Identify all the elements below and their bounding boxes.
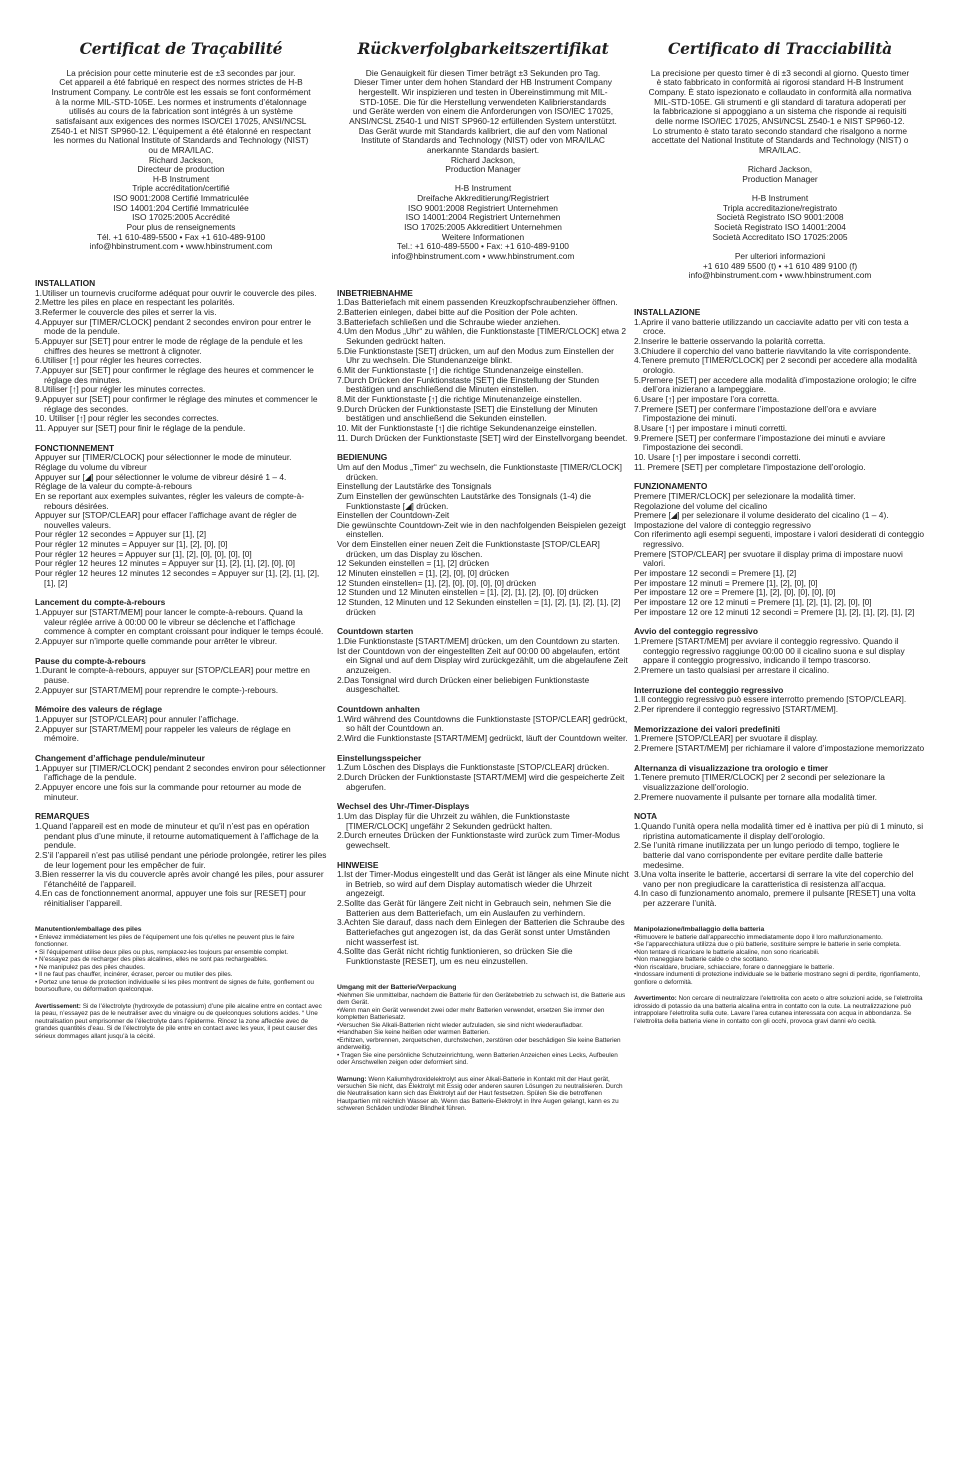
list-item: 1.Appuyer sur [STOP/CLEAR] pour annuler l’affichage. bbox=[35, 713, 239, 724]
list-item: Per impostare 12 ore 12 minuti = Premere [1], [2], [1], [2], [0], [0] bbox=[634, 597, 872, 608]
list-item: 1.Il conteggio regressivo può essere interrotto premendo [STOP/CLEAR]. bbox=[634, 694, 907, 705]
list-item: 1.Premere [START/MEM] per avviare il conteggio regressivo. Quando il conteggio regressivo raggiunge 00:00 00 il cicalino suona e sul display appare il conteggio progressivo, indicando il tempo trascorso. bbox=[634, 636, 905, 666]
text-line: Pour plus de renseignements bbox=[126, 222, 236, 233]
text-line: info@hbinstrument.com • www.hbinstrument.com bbox=[391, 251, 575, 262]
text-line: les normes du National Institute of Standards and Technology (NIST) bbox=[53, 135, 309, 146]
german-pause-heading: Countdown anhalten bbox=[337, 703, 420, 714]
list-item: 6.Utiliser [↑] pour régler les heures correctes. bbox=[35, 355, 202, 366]
list-item: Réglage du volume du vibreur bbox=[35, 461, 147, 472]
french-installation-heading: INSTALLATION bbox=[35, 278, 96, 289]
text-line: Tel.: +1 610-489-5500 • Fax: +1 610-489-9100 bbox=[397, 241, 569, 252]
list-item: 6.Usare [↑] per impostare l’ora corretta. bbox=[634, 393, 780, 404]
list-item: Ist der Countdown von der eingestellten Zeit auf 00:00 00 abgelaufen, ertönt ein Signal und auf dem Display wird zurückgezählt, um die abgelaufene Zeit anzuzeigen. bbox=[337, 645, 628, 675]
list-item: 10. Mit der Funktionstaste [↑] die richtige Sekundenanzeige einstellen. bbox=[337, 422, 597, 433]
text-line: Tripla accreditazione/registrato bbox=[722, 202, 838, 213]
text-line: Production Manager bbox=[445, 164, 521, 175]
text-line: Production Manager bbox=[742, 173, 818, 184]
bullet-line: •Se l’apparecchiatura utilizza due o più batterie, sostituire sempre le batterie in serie completa. bbox=[634, 941, 901, 949]
text-line: Società Registrato ISO 9001:2008 bbox=[716, 212, 844, 223]
list-item: 1.Zum Löschen des Displays die Funktionstaste [STOP/CLEAR] drücken. bbox=[337, 762, 610, 773]
list-item: 4.Sollte das Gerät nicht richtig funktionieren, so drücken Sie die Funktionstaste [RESET], um es neu einzustellen. bbox=[337, 946, 573, 967]
french-countdown-heading: Lancement du compte-à-rebours bbox=[35, 597, 166, 608]
list-item: 2.Appuyer sur [START/MEM] pour reprendre le compte-)-rebours. bbox=[35, 684, 279, 695]
italian-certificate bbox=[634, 69, 926, 281]
column-french bbox=[35, 40, 327, 1046]
list-item: 1.Quando l’unità opera nella modalità timer ed è inattiva per più di 1 minuto, si ripristina automaticamente il display dell’orologio. bbox=[634, 820, 924, 841]
list-item: 2.Batterien einlegen, dabei bitte auf die Position der Pole achten. bbox=[337, 307, 578, 318]
bullet-line: • Si l’équipement utilise deux piles ou plus, remplacez-les toujours par ensemble complet. bbox=[35, 948, 289, 956]
french-countdown bbox=[35, 598, 327, 646]
list-item: Regolazione del volume del cicalino bbox=[634, 500, 768, 511]
text-line: STD-105E. Die für die Herstellung verwendeten Kalibrierstandards bbox=[359, 96, 607, 107]
bullet-line: • Ne manipulez pas des piles chaudes. bbox=[35, 963, 145, 971]
text-line: Richard Jackson, bbox=[747, 164, 813, 175]
column-italian bbox=[634, 40, 926, 1031]
text-line: Lo strumento è stato tarato secondo standard che risalgono a norme bbox=[652, 125, 908, 136]
italian-notes-heading: NOTA bbox=[634, 811, 658, 822]
list-item: 2.Premere [START/MEM] per richiamare il valore d’impostazione memorizzato bbox=[634, 742, 925, 753]
text-line: à la norme MIL-STD-105E. Les normes et instruments d’étalonnage bbox=[55, 96, 307, 107]
list-item: 7.Appuyer sur [SET] pour confirmer le réglage des heures et commencer le réglage des minutes. bbox=[35, 364, 314, 385]
list-item: 3.Una volta inserite le batterie, accertarsi di serrare la vite del coperchio del vano per non pregiudicare la caratteristica di resistenza all’acqua. bbox=[634, 869, 914, 889]
list-item: Per impostare 12 secondi = Premere [1], [2] bbox=[634, 568, 797, 579]
list-item: 1.Um das Display für die Uhrzeit zu wählen, die Funktionstaste [TIMER/CLOCK] ungefähr 2 Sekunden gedrückt halten. bbox=[337, 810, 570, 831]
list-item: 6.Mit der Funktionstaste [↑] die richtige Stundenanzeige einstellen. bbox=[337, 364, 584, 375]
list-item: Appuyer sur [TIMER/CLOCK] pour sélectionner le mode de minuteur. bbox=[35, 452, 292, 463]
text-line: Z540-1 et NIST SP960-12. L’équipement a été étalonné en respectant bbox=[51, 125, 311, 136]
list-item: 4.Tenere premuto [TIMER/CLOCK] per 2 secondi per accedere alla modalità orologio. bbox=[634, 355, 918, 375]
italian-pause bbox=[634, 686, 926, 715]
text-line: ANSI/NCSL Z540-1 und NIST SP960-12 erfüllenden System unterstützt. bbox=[349, 115, 617, 126]
french-notes bbox=[35, 812, 327, 909]
list-item: 11. Premere [SET] per completare l’impostazione dell’orologio. bbox=[634, 461, 866, 472]
italian-operation-heading: FUNZIONAMENTO bbox=[634, 481, 708, 492]
list-item: 9.Appuyer sur [SET] pour confirmer le réglage des minutes et commencer le réglage des secondes. bbox=[35, 393, 318, 414]
text-line: anerkannte Standards basiert. bbox=[426, 144, 540, 155]
text-line: la fabbricazione si appoggiano a un sistema che risponde ai requisiti bbox=[653, 106, 907, 117]
french-title: Certificat de Traçabilité bbox=[79, 39, 283, 58]
bullet-line: •Versuchen Sie Alkali-Batterien nicht wieder aufzuladen, sie sind nicht wiederaufladbar. bbox=[337, 1021, 583, 1029]
text-line: Triple accréditation/certifié bbox=[132, 183, 230, 194]
text-line: ISO 9001:2008 Certifié Immatriculée bbox=[113, 193, 249, 204]
french-memory-heading: Mémoire des valeurs de réglage bbox=[35, 704, 163, 715]
list-item: 5.Die Funktionstaste [SET] drücken, um auf den Modus zum Einstellen der Uhr zu wechseln. Die Stundenanzeige blinkt. bbox=[337, 345, 614, 366]
text-line: ISO 9001:2008 Registriert Unternehmen bbox=[408, 202, 558, 213]
german-notes-heading: HINWEISE bbox=[337, 859, 379, 870]
text-line: Das Gerät wurde mit Standards kalibriert, die auf den vom National bbox=[358, 125, 608, 136]
list-item: 5.Premere [SET] per accedere alla modalità d’impostazione orologio; le cifre dell’ora inizierano a lampeggiare. bbox=[634, 374, 917, 395]
german-battery-handling bbox=[337, 984, 629, 1067]
list-item: 1.Appuyer sur [TIMER/CLOCK] pendant 2 secondes environ pour sélectionner l’affichage de la pendule. bbox=[35, 762, 326, 783]
list-item: 4.Um den Modus „Uhr“ zu wählen, die Funktionstaste [TIMER/CLOCK] etwa 2 Sekunden gedrückt halten. bbox=[337, 326, 627, 346]
text-line: Directeur de production bbox=[137, 164, 225, 175]
list-item: 12 Minuten einstellen = [1], [2], [0], [0] drücken bbox=[337, 568, 510, 579]
list-item: 2.Durch erneutes Drücken der Funktionstaste wird zurück zum Timer-Modus gewechselt. bbox=[337, 830, 620, 850]
text-line: Instrument Company. Le contrôle est les essais se font conformément bbox=[51, 86, 311, 97]
list-item: 2.Premere nuovamente il pulsante per tornare alla modalità timer. bbox=[634, 791, 878, 802]
text-line: ISO 17025:2005 Accrédité bbox=[132, 212, 230, 223]
italian-countdown-heading: Avvio del conteggio regressivo bbox=[634, 626, 758, 637]
bullet-line: • Il ne faut pas chauffer, incinérer, écraser, percer ou mutiler des piles. bbox=[35, 971, 233, 979]
french-display-change-heading: Changement d’affichage pendule/minuteur bbox=[35, 752, 205, 763]
list-item: Impostazione del valore di conteggio regressivo bbox=[634, 519, 811, 530]
bullet-line: •Rimuovere le batterie dall’apparecchio immediatamente dopo il loro malfunzionamento. bbox=[634, 933, 883, 941]
italian-display-change-heading: Alternanza di visualizzazione tra orologio e timer bbox=[634, 762, 829, 773]
list-item: 7.Premere [SET] per confermare l’impostazione dell’ora e avviare l’impostazione dei minuti. bbox=[634, 403, 877, 424]
list-item: 1.Quand l’appareil est en mode de minuteur et qu’il n’est pas en opération pendant plus d’une minute, il retourne automatiquement à l’affichage de la pendule. bbox=[35, 820, 319, 851]
list-item: Per impostare 12 minuti = Premere [1], [2], [0], [0] bbox=[634, 577, 818, 588]
bullet-line: •Non maneggiare batterie calde o che scottano. bbox=[634, 956, 769, 964]
list-item: 1.Tenere premuto [TIMER/CLOCK] per 2 secondi per selezionare la visualizzazione dell’orologio. bbox=[634, 772, 885, 792]
text-line: ISO 17025:2005 Akkreditiert Unternehmen bbox=[404, 222, 562, 233]
german-operation-heading: BEDIENUNG bbox=[337, 452, 388, 463]
text-line: Weitere Informationen bbox=[441, 231, 525, 242]
list-item: 2.Sollte das Gerät für längere Zeit nicht in Gebrauch sein, nehmen Sie die Batterien aus dem Batteriefach, um ein Auslaufen zu verhindern. bbox=[337, 898, 612, 918]
german-memory-heading: Einstellungsspeicher bbox=[337, 752, 422, 763]
text-line: satisfaisant aux exigences des normes ISO/CEI 17025, ANSI/NCSL bbox=[55, 115, 307, 126]
italian-memory-heading: Memorizzazione dei valori predefiniti bbox=[634, 723, 781, 734]
list-item: Réglage de la valeur du compte-à-rebours bbox=[35, 481, 192, 492]
list-item: 1.Premere [STOP/CLEAR] per svuotare il display. bbox=[634, 733, 819, 744]
text-line: ou de MRA/ILAC. bbox=[148, 144, 214, 155]
list-item: 11. Durch Drücken der Funktionstaste [SET] wird der Einstellvorgang beendet. bbox=[337, 432, 628, 443]
text-line: La précision pour cette minuterie est de ±3 secondes par jour. bbox=[66, 67, 296, 78]
list-item: Pour régler 12 minutes = Appuyer sur [1], [2], [0], [0] bbox=[35, 539, 228, 550]
italian-memory bbox=[634, 725, 926, 754]
german-operation bbox=[337, 453, 629, 617]
german-memory bbox=[337, 754, 629, 793]
text-line: Dreifache Akkreditierung/Registriert bbox=[417, 193, 549, 204]
text-line: ISO 14001:2004 Registriert Unternehmen bbox=[405, 212, 561, 223]
list-item: Premere [◢] per selezionare il volume desiderato del cicalino (1 – 4). bbox=[634, 510, 889, 521]
list-item: 1.Ist der Timer-Modus eingestellt und das Gerät ist länger als eine Minute nicht in Betrieb, so wird auf dem Display automatisch wieder die Uhrzeit angezeigt. bbox=[337, 869, 629, 899]
italian-installation-heading: INSTALLAZIONE bbox=[634, 307, 701, 318]
bullet-line: •Indossare indumenti di protezione individuale se le batterie mostrano segni di perdite, rigonfiamento, gonfiore o deformità. bbox=[634, 971, 921, 986]
list-item: 8.Utiliser [↑] pour régler les minutes correctes. bbox=[35, 384, 206, 395]
list-item: Appuyer sur [STOP/CLEAR] pour effacer l’affichage avant de régler de nouvelles valeurs. bbox=[35, 510, 297, 530]
bullet-line: • Portez une tenue de protection individuelle si les piles montrent de signes de fuite, gonflement ou boursouflure, ou déformation quelconque. bbox=[35, 978, 314, 994]
french-pause-heading: Pause du compte-à-rebours bbox=[35, 655, 146, 666]
french-display-change bbox=[35, 754, 327, 802]
text-line: +1 610 489 5500 (t) • +1 610 489 9100 (f) bbox=[702, 260, 858, 271]
list-item: 2.Das Tonsignal wird durch Drücken einer beliebigen Funktionstaste ausgeschaltet. bbox=[337, 674, 590, 695]
bullet-line: •Wenn man ein Gerät verwendet zwei oder mehr Batterien verwendet, ersetzen Sie immer den kompletten Batteriesatz. bbox=[337, 1006, 605, 1022]
list-item: Einstellung der Lautstärke des Tonsignals bbox=[337, 481, 492, 492]
list-item: 1.Utiliser un tournevis cruciforme adéquat pour ouvrir le couvercle des piles. bbox=[35, 287, 317, 298]
french-battery-handling bbox=[35, 926, 327, 994]
bullet-line: •Handhaben Sie keine heißen oder warmen Batterien. bbox=[337, 1029, 490, 1037]
list-item: 5.Appuyer sur [SET] pour entrer le mode de réglage de la pendule et les chiffres des heures se mettront à clignoter. bbox=[35, 336, 303, 356]
list-item: 2.Se l’unità rimane inutilizzata per un lungo periodo di tempo, togliere le batterie dal vano corrispondente per evitare perdite dalle batterie medesime. bbox=[634, 840, 900, 870]
text-line: H-B Instrument bbox=[152, 173, 210, 184]
italian-countdown bbox=[634, 627, 926, 675]
french-notes-heading: REMARQUES bbox=[35, 811, 90, 822]
bullet-line: •Non tentare di ricaricare le batterie alcaline, non sono ricaricabili. bbox=[634, 948, 820, 956]
list-item: Con riferimento agli esempi seguenti, impostare i valori desiderati di conteggio regressivo. bbox=[634, 529, 925, 550]
text-line: ISO 14001:204 Certifié Immatriculée bbox=[113, 202, 249, 213]
list-item: Einstellen der Countdown-Zeit bbox=[337, 510, 450, 521]
bullet-line: • N’essayez pas de recharger des piles alcalines, elles ne sont pas rechargeables. bbox=[35, 956, 268, 964]
list-item: 4.Appuyer sur [TIMER/CLOCK] pendant 2 secondes environ pour entrer le mode de la pendule. bbox=[35, 316, 312, 337]
list-item: 11. Appuyer sur [SET] pour finir le réglage de la pendule. bbox=[35, 422, 246, 433]
french-battery-heading: Manutention/emballage des piles bbox=[35, 925, 142, 933]
french-pause bbox=[35, 657, 327, 696]
list-item: 2.Per riprendere il conteggio regressivo [START/MEM]. bbox=[634, 703, 839, 714]
french-installation bbox=[35, 279, 327, 434]
list-item: Premere [STOP/CLEAR] per svuotare il display prima di impostare nuovi valori. bbox=[634, 548, 903, 569]
list-item: Per impostare 12 ore = Premere [1], [2], [0], [0], [0], [0] bbox=[634, 587, 836, 598]
list-item: 2.Appuyer sur [START/MEM] pour rappeler les valeurs de réglage en mémoire. bbox=[35, 723, 291, 744]
text-line: info@hbinstrument.com • www.hbinstrument.com bbox=[688, 270, 872, 281]
list-item: 8.Mit der Funktionstaste [↑] die richtige Minutenanzeige einstellen. bbox=[337, 393, 582, 404]
french-memory bbox=[35, 705, 327, 744]
text-line: Tél. +1 610-489-5500 • Fax +1 610-489-9100 bbox=[96, 231, 266, 242]
list-item: Pour régler 12 heures 12 minutes 12 secondes = Appuyer sur [1], [2], [1], [2], [1], [2] bbox=[35, 568, 320, 588]
list-item: Zum Einstellen der gewünschten Lautstärke des Tonsignals (1-4) die Funktionstaste [◢] drücken. bbox=[337, 490, 592, 511]
bullet-line: •Erhitzen, verbrennen, zerquetschen, durchstechen, zerstören oder beschädigen Sie keine Batterien anderweitig. bbox=[337, 1036, 621, 1052]
list-item: Pour régler 12 heures 12 minutes = Appuyer sur [1], [2], [1], [2], [0], [0] bbox=[35, 558, 296, 569]
list-item: 2.Appuyer encore une fois sur la commande pour retourner au mode de minuteur. bbox=[35, 781, 302, 802]
list-item: 1.Die Funktionstaste [START/MEM] drücken, um den Countdown zu starten. bbox=[337, 636, 620, 647]
list-item: 1.Wird während des Countdowns die Funktionstaste [STOP/CLEAR] gedrückt, so hält der Countdown an. bbox=[337, 713, 628, 734]
text-line: utilisés au cours de la fabrication sont intégrés à un système bbox=[69, 106, 293, 117]
german-title: Rückverfolgbarkeitszertifikat bbox=[357, 39, 609, 58]
list-item: 12 Sekunden einstellen = [1], [2] drücken bbox=[337, 558, 490, 569]
list-item: 1.Aprire il vano batterie utilizzando un cacciavite adatto per viti con testa a croce. bbox=[634, 316, 909, 337]
list-item: 12 Stunden und 12 Minuten einstellen = [1], [2], [1], [2], [0], [0] drücken bbox=[337, 587, 599, 598]
german-display-change bbox=[337, 802, 629, 850]
list-item: Per impostare 12 ore 12 minuti 12 secondi = Premere [1], [2], [1], [2], [1], [2] bbox=[634, 606, 915, 617]
italian-display-change bbox=[634, 764, 926, 803]
text-line: delle norme ISO/IEC 17025, ANSI/NCSL Z540-1 e NIST SP960-12. bbox=[655, 115, 905, 126]
italian-notes bbox=[634, 812, 926, 909]
text-line: Cet appareil a été fabriqué en respect des normes strictes de H-B bbox=[59, 77, 303, 88]
italian-title: Certificato di Tracciabilità bbox=[668, 39, 892, 58]
list-item: Appuyer sur [◢] pour sélectionner le volume de vibreur désiré 1 – 4. bbox=[35, 471, 287, 482]
text-line: MIL-STD-105E. Gli strumenti e gli standard di taratura adoperati per bbox=[654, 96, 906, 107]
text-line: Società Accreditato ISO 17025:2005 bbox=[712, 231, 848, 242]
list-item: 1.Das Batteriefach mit einem passenden Kreuzkopfschraubenzieher öffnen. bbox=[337, 297, 618, 308]
list-item: 2.Mettre les piles en place en respectant les polarités. bbox=[35, 297, 235, 308]
list-item: 9.Premere [SET] per confermare l’impostazione dei minuti e avviare l’impostazione dei secondi. bbox=[634, 432, 886, 453]
italian-pause-heading: Interruzione del conteggio regressivo bbox=[634, 684, 784, 695]
list-item: 3.Bien resserrer la vis du couvercle après avoir changé les piles, pour assurer l’étanchéité de l’appareil. bbox=[35, 869, 324, 889]
list-item: 3.Batteriefach schließen und die Schraube wieder anziehen. bbox=[337, 316, 561, 327]
text-line: info@hbinstrument.com • www.hbinstrument.com bbox=[89, 241, 273, 252]
text-line: Dieser Timer unter dem hohen Standard der HB Instrument Company bbox=[354, 77, 612, 88]
text-line: Società Registrato ISO 14001:2004 bbox=[714, 222, 846, 233]
text-line: MRA/ILAC. bbox=[759, 144, 801, 155]
text-line: hergestellt. Wir inspizieren und testen in Übereinstimmung mit MIL- bbox=[358, 86, 608, 97]
list-item: 2.Inserire le batterie osservando la polarità corretta. bbox=[634, 336, 826, 346]
text-line: Institute of Standards and Technology (NIST) oder von MRA/ILAC bbox=[361, 135, 605, 146]
bullet-line: • Tragen Sie eine persönliche Schutzeinrichtung, wenn Batterien Anzeichen eines Lecks, Aufbeulen oder Anschwellen zeigen oder deformiert sind. bbox=[337, 1051, 618, 1067]
list-item: 12 Stunden einstellen= [1], [2], [0], [0], [0], [0] drücken bbox=[337, 577, 537, 588]
french-certificate bbox=[35, 69, 327, 252]
text-line: und Geräte werden von einem die Anforderungen von ISO/IEC 17025, bbox=[352, 106, 614, 117]
list-item: 2.Premere un tasto qualsiasi per arrestare il cicalino. bbox=[634, 665, 830, 675]
list-item: Vor dem Einstellen einer neuen Zeit die Funktionstaste [STOP/CLEAR] drücken, um das Display zu löschen. bbox=[337, 539, 600, 559]
list-item: 1.Appuyer sur [START/MEM] pour lancer le compte-à-rebours. Quand la valeur réglée arrive à 00:00 00 le vibreur se déclenche et l’affichage commence à compter en comptant croissant pour indiquer le temps écoulé. bbox=[35, 607, 324, 637]
bullet-line: •Non riscaldare, bruciare, schiacciare, forare o danneggiare le batterie. bbox=[634, 963, 835, 971]
list-item: 3.Chiudere il coperchio del vano batterie riavvitando la vite corrispondente. bbox=[634, 345, 912, 356]
german-countdown bbox=[337, 627, 629, 695]
list-item: 2.Wird die Funktionstaste [START/MEM] gedrückt, läuft der Countdown weiter. bbox=[337, 732, 628, 743]
list-item: 2.S’il l’appareil n’est pas utilisé pendant une période prolongée, retirer les piles de leur logement pour les empêcher de fuir. bbox=[35, 849, 327, 870]
text-line: è stato fabbricato in conformità ai rigorosi standard H-B Instrument bbox=[656, 77, 904, 88]
list-item: Premere [TIMER/CLOCK] per selezionare la modalità timer. bbox=[634, 490, 856, 501]
column-german bbox=[337, 40, 629, 1119]
list-item: 4.En cas de fonctionnement anormal, appuyer une fois sur [RESET] pour réinitialiser l’appareil. bbox=[35, 888, 306, 909]
italian-installation bbox=[634, 308, 926, 472]
list-item: 3.Refermer le couvercle des piles et serrer la vis. bbox=[35, 307, 217, 318]
french-operation-heading: FONCTIONNEMENT bbox=[35, 442, 115, 453]
text-line: Richard Jackson, bbox=[450, 154, 516, 165]
list-item: 9.Durch Drücken der Funktionstaste [SET] die Einstellung der Minuten bestätigen und anschließend die Sekunden einstellen. bbox=[337, 403, 598, 424]
german-pause bbox=[337, 705, 629, 744]
german-notes bbox=[337, 861, 629, 967]
german-warning: Warnung: Wenn Kaliumhydroxidelektrolyt aus einer Alkali-Batterie in Kontakt mit der Haut gerät, versuchen Sie nicht, das Elektrolyt mit Essig oder anderen sauren Lösungen zu neutralisieren. Durch die Neutralisation kann sich das Elektrolyt auf der Haut festsetzen. Spülen Sie die betroffenen Hautpartien mit reichlich Wasser ab. Wenn das Batterie-Elektrolyt in Ihre Augen gelangt, kann es zu schweren Schäden und/oder Blindheit führen. bbox=[337, 1075, 623, 1113]
list-item: Pour régler 12 secondes = Appuyer sur [1], [2] bbox=[35, 529, 207, 540]
text-line: La precisione per questo timer è di ±3 secondi al giorno. Questo timer bbox=[650, 67, 910, 78]
list-item: Die gewünschte Countdown-Zeit wie in den nachfolgenden Beispielen gezeigt einstellen. bbox=[337, 519, 626, 540]
bullet-line: • Enlevez immédiatement les piles de l’équipement une fois qu’elles ne peuvent plus le faire fonctionner. bbox=[35, 933, 295, 949]
german-battery-heading: Umgang mit der Batterie/Verpackung bbox=[337, 983, 457, 991]
italian-battery-handling bbox=[634, 926, 926, 986]
list-item: Pour régler 12 heures = Appuyer sur [1], [2], [0], [0], [0], [0] bbox=[35, 548, 252, 559]
german-countdown-heading: Countdown starten bbox=[337, 626, 414, 637]
list-item: 2.Appuyer sur n’importe quelle commande pour arrêter le vibreur. bbox=[35, 636, 278, 647]
text-line: accettate del National Institute of Standards and Technology (NIST) o bbox=[651, 135, 909, 146]
text-line: Richard Jackson, bbox=[148, 154, 214, 165]
french-operation bbox=[35, 444, 327, 589]
bullet-line: •Nehmen Sie unmittelbar, nachdem die Batterie für den Gerätebetrieb zu schwach ist, die Batterie aus dem Gerät. bbox=[337, 991, 626, 1007]
german-display-change-heading: Wechsel des Uhr-/Timer-Displays bbox=[337, 801, 470, 812]
italian-battery-heading: Manipolazione/Imballaggio della batteria bbox=[634, 925, 765, 933]
french-warning: Avertissement: Si de l’électrolyte (hydroxyde de potassium) d’une pile alcaline entre en contact avec la peau, n’essayez pas de le neutraliser avec du vinaigre ou de quelconques solutions acides. “ Une neutralisation peut emprisonner de l’électrolyte dans l’épiderme. Rincez la zone affectée avec de grandes quantités d’eau. Si de l’électrolyte de pile entre en contact avec les yeux, il peut causer des sérieux dommages allant jusqu’à la cécité. bbox=[35, 1002, 322, 1040]
list-item: 2.Durch Drücken der Funktionstaste [START/MEM] wird die gespeicherte Zeit abgerufen. bbox=[337, 771, 625, 792]
list-item: 10. Usare [↑] per impostare i secondi corretti. bbox=[634, 451, 801, 462]
text-line: Die Genauigkeit für diesen Timer beträgt ±3 Sekunden pro Tag. bbox=[365, 67, 601, 78]
list-item: Um auf den Modus „Timer“ zu wechseln, die Funktionstaste [TIMER/CLOCK] drücken. bbox=[337, 461, 623, 482]
italian-operation bbox=[634, 482, 926, 617]
list-item: 3.Achten Sie darauf, dass nach dem Einlegen der Batterien die Schraube des Batteriefaches gut angezogen ist, da das Gerät sonst unter Umständen nicht wasserfest ist. bbox=[337, 917, 625, 947]
german-installation bbox=[337, 289, 629, 444]
list-item: En se reportant aux exemples suivantes, régler les valeurs de compte-à-rebours désirées. bbox=[35, 490, 305, 511]
list-item: 7.Durch Drücken der Funktionstaste [SET] die Einstellung der Stunden bestätigen und anschließend die Minuten einstellen. bbox=[337, 374, 600, 395]
german-installation-heading: INBETRIEBNAHME bbox=[337, 287, 413, 298]
list-item: 4.In caso di funzionamento anomalo, premere il pulsante [RESET] una volta per azzerare l’unità. bbox=[634, 888, 916, 909]
list-item: 10. Utiliser [↑] pour régler les secondes correctes. bbox=[35, 413, 219, 424]
text-line: Company. È stato ispezionato e collaudato in conformità alla normativa bbox=[648, 86, 912, 97]
list-item: 1.Durant le compte-à-rebours, appuyer sur [STOP/CLEAR] pour mettre en pause. bbox=[35, 665, 310, 685]
text-line: H-B Instrument bbox=[751, 193, 809, 204]
italian-warning: Avvertimento: Non cercare di neutralizzare l’elettrolita con aceto o altre soluzioni acide, se l’elettrolita idrossido di potassio da una batteria alcalina entra in contatto con la cute. La neutralizzazione può intrappolare l’elettrolita sulla cute. Lavare l’area cutanea interessata con acqua in abbondanza. Se l’elettrolita della batteria viene in contatto con gli occhi, provoca gravi danni e/o cecità. bbox=[634, 995, 923, 1025]
text-line: Per ulteriori informazioni bbox=[734, 251, 826, 262]
list-item: 8.Usare [↑] per impostare i minuti corretti. bbox=[634, 422, 788, 433]
german-certificate bbox=[337, 69, 629, 262]
text-line: H-B Instrument bbox=[454, 183, 512, 194]
list-item: 12 Stunden, 12 Minuten und 12 Sekunden einstellen = [1], [2], [1], [2], [1], [2] drücken bbox=[337, 597, 621, 617]
